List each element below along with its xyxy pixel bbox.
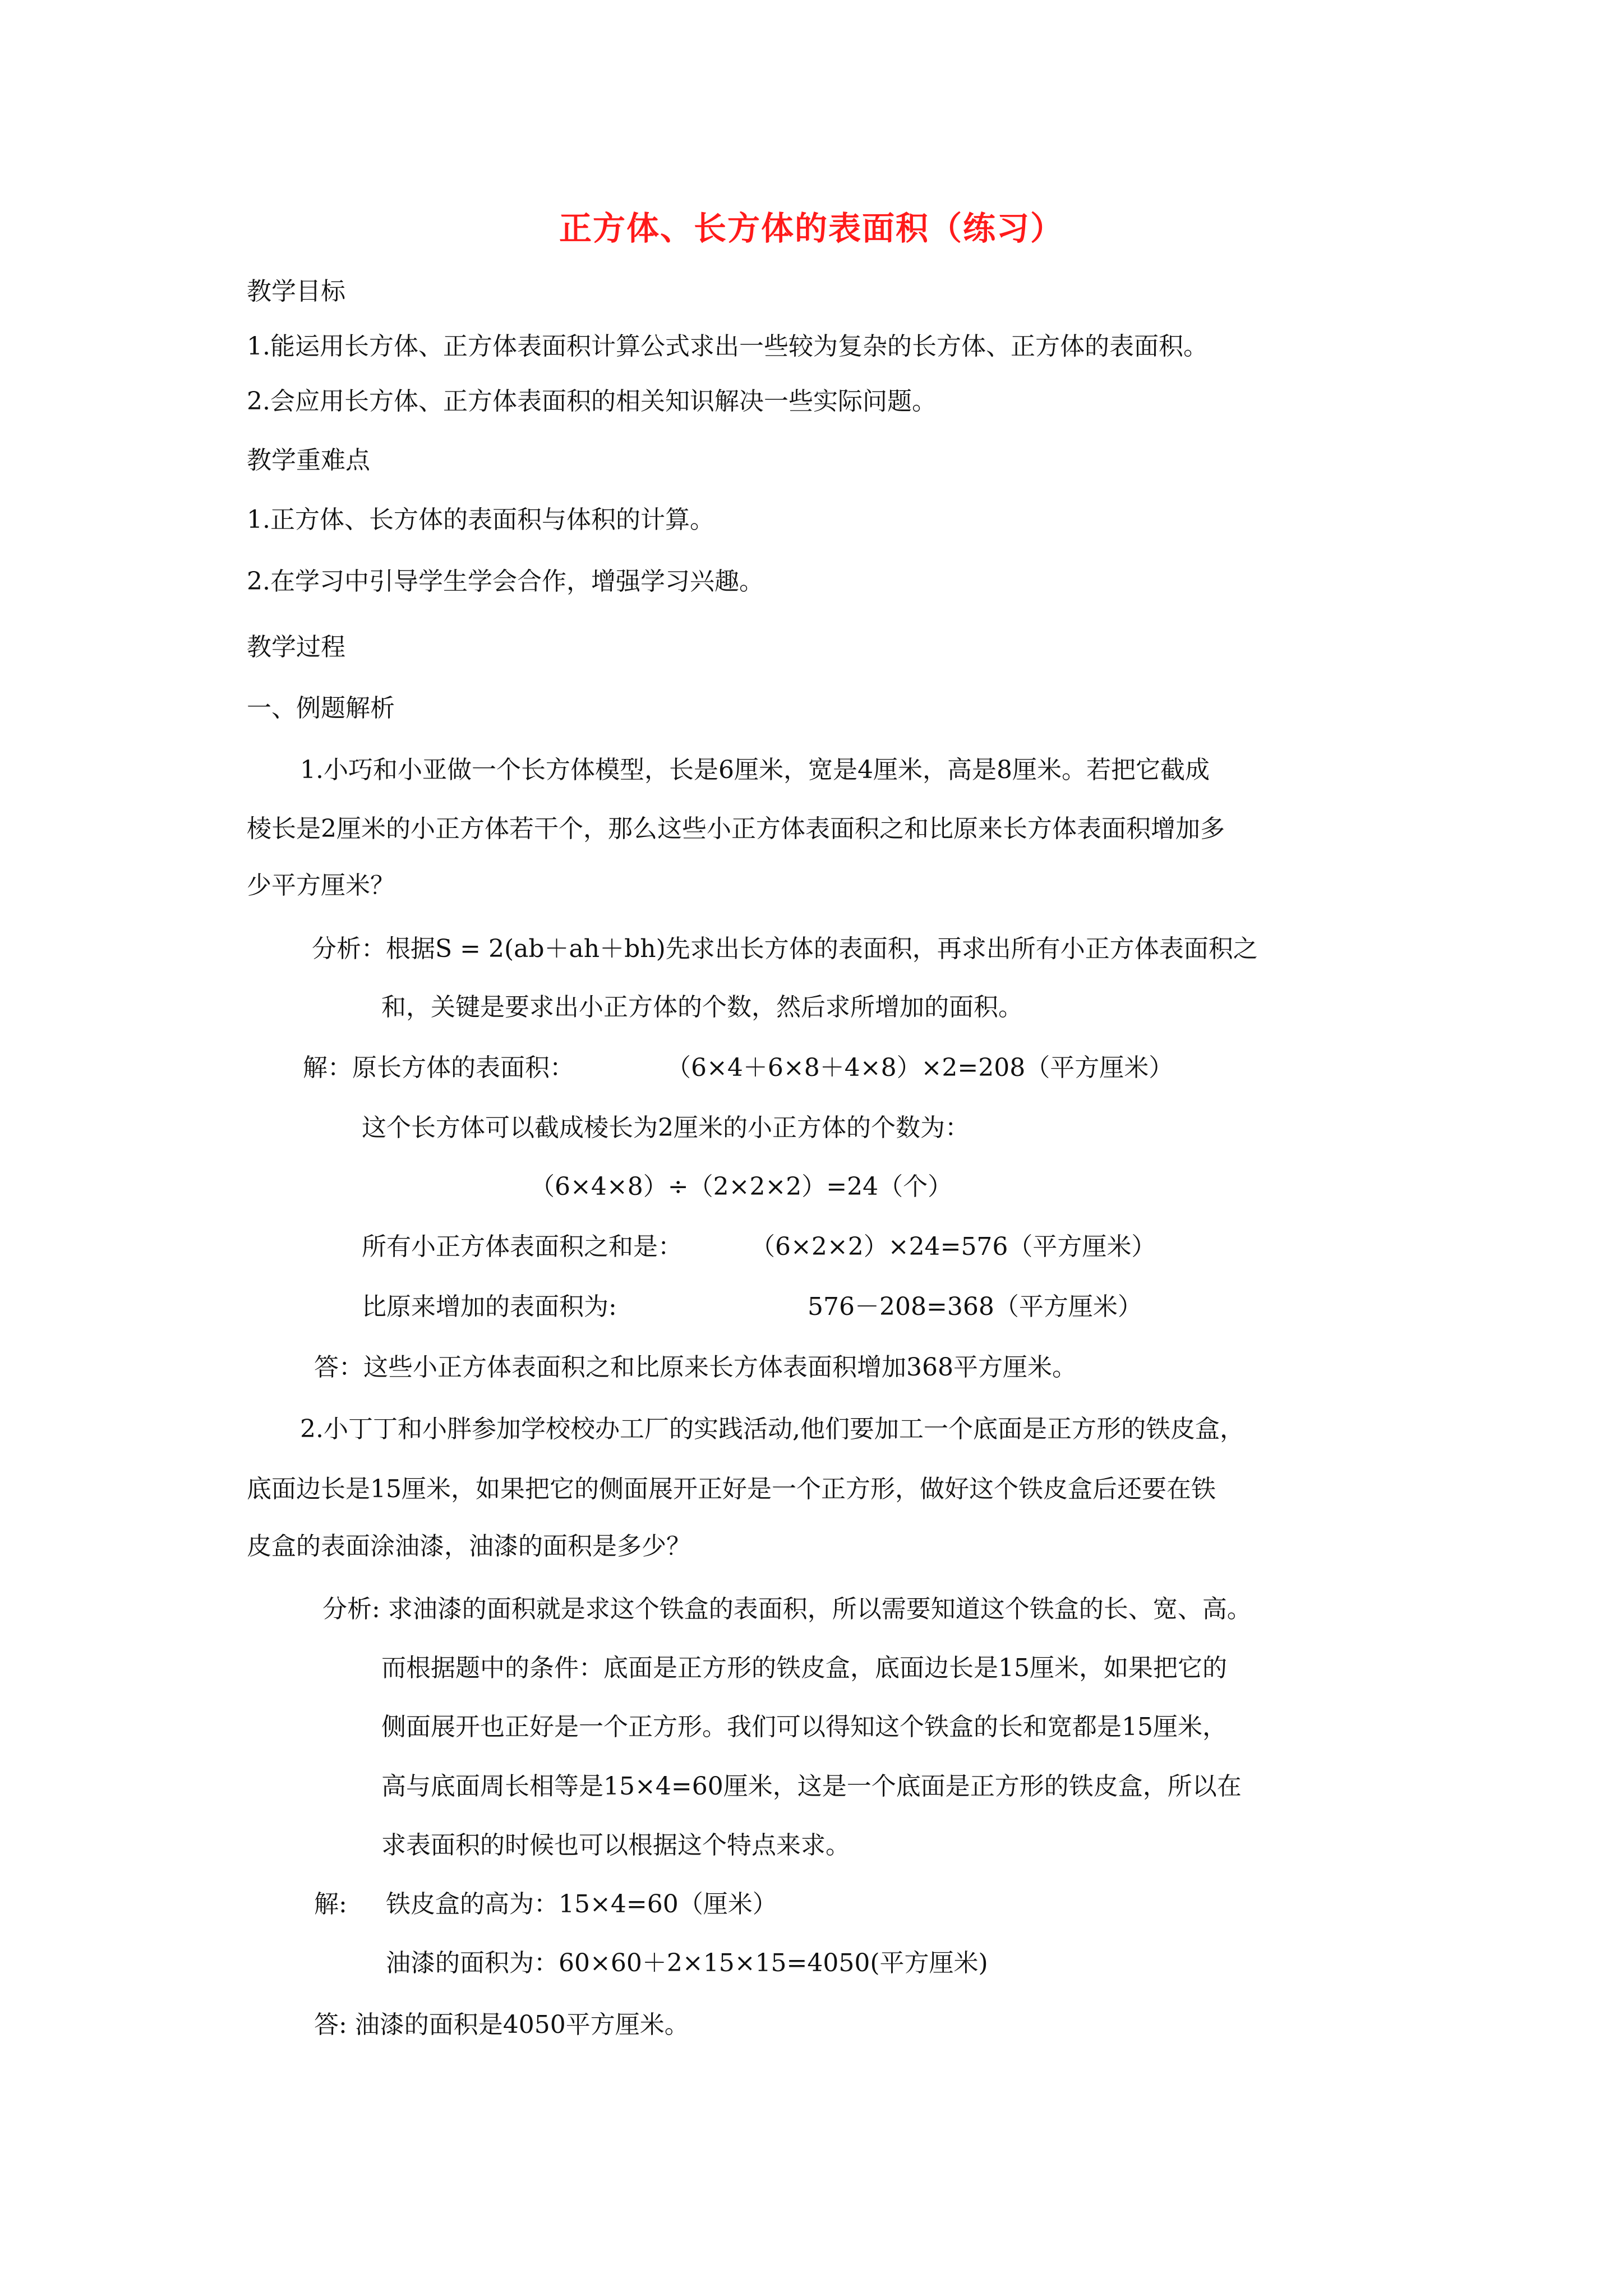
- example-1-question-line-2: 棱长是2厘米的小正方体若干个，那么这些小正方体表面积之和比原来长方体表面积增加多: [247, 815, 1225, 843]
- goals-heading: 教学目标: [247, 277, 345, 306]
- example-1-answer: 答：这些小正方体表面积之和比原来长方体表面积增加368平方厘米。: [314, 1353, 1077, 1382]
- example-2-solution-line-1: 铁皮盒的高为：15×4=60（厘米）: [386, 1890, 777, 1918]
- example-1-question-line-1: 1.小巧和小亚做一个长方体模型，长是6厘米，宽是4厘米，高是8厘米。若把它截成: [300, 756, 1210, 784]
- key-1: 1.正方体、长方体的表面积与体积的计算。: [247, 505, 714, 534]
- example-1-analysis-line-1: 分析：根据S = 2(ab＋ah＋bh)先求出长方体的表面积，再求出所有小正方体表面积之: [312, 935, 1258, 963]
- example-1-solution-formula-4: 576－208=368（平方厘米）: [808, 1292, 1142, 1321]
- example-1-solution-formula-1: （6×4＋6×8＋4×8）×2=208（平方厘米）: [666, 1053, 1174, 1082]
- example-1-solution-line-2: 这个长方体可以截成棱长为2厘米的小正方体的个数为：: [362, 1114, 970, 1142]
- example-1-solution-formula-2: （6×4×8）÷（2×2×2）=24（个）: [530, 1172, 953, 1201]
- example-2-solution-label: 解:: [314, 1890, 347, 1918]
- example-1-question-line-3: 少平方厘米？: [247, 871, 395, 900]
- example-2-analysis-line-4: 高与底面周长相等是15×4=60厘米，这是一个底面是正方形的铁皮盒，所以在: [381, 1772, 1242, 1801]
- process-heading: 教学过程: [247, 633, 345, 661]
- example-1-solution-label-4: 比原来增加的表面积为:: [362, 1292, 617, 1321]
- example-2-analysis-line-2: 而根据题中的条件：底面是正方形的铁皮盒，底面边长是15厘米，如果把它的: [381, 1654, 1227, 1682]
- example-1-solution-formula-3: （6×2×2）×24=576（平方厘米）: [750, 1232, 1156, 1261]
- goal-2: 2.会应用长方体、正方体表面积的相关知识解决一些实际问题。: [247, 387, 937, 416]
- example-2-analysis-line-3: 侧面展开也正好是一个正方形。我们可以得知这个铁盒的长和宽都是15厘米，: [381, 1713, 1227, 1741]
- example-2-answer: 答: 油漆的面积是4050平方厘米。: [314, 2010, 689, 2039]
- example-1-solution-label-3: 所有小正方体表面积之和是：: [362, 1232, 683, 1261]
- page-title: 正方体、长方体的表面积（练习）: [559, 209, 1064, 247]
- example-1-solution-label: 解：原长方体的表面积：: [303, 1053, 574, 1082]
- example-2-question-line-3: 皮盒的表面涂油漆，油漆的面积是多少？: [247, 1532, 691, 1561]
- example-2-question-line-2: 底面边长是15厘米，如果把它的侧面展开正好是一个正方形，做好这个铁皮盒后还要在铁: [247, 1475, 1216, 1503]
- example-2-question-line-1: 2.小丁丁和小胖参加学校校办工厂的实践活动,他们要加工一个底面是正方形的铁皮盒，: [300, 1415, 1244, 1443]
- example-1-analysis-line-2: 和，关键是要求出小正方体的个数，然后求所增加的面积。: [381, 993, 1023, 1022]
- example-2-analysis-line-5: 求表面积的时候也可以根据这个特点来求。: [381, 1831, 850, 1860]
- goal-1: 1.能运用长方体、正方体表面积计算公式求出一些较为复杂的长方体、正方体的表面积。: [247, 332, 1208, 361]
- part-1-heading: 一、例题解析: [247, 694, 395, 723]
- example-2-solution-line-2: 油漆的面积为：60×60＋2×15×15=4050(平方厘米): [386, 1949, 988, 1977]
- key-heading: 教学重难点: [247, 446, 370, 475]
- example-2-analysis-line-1: 分析: 求油漆的面积就是求这个铁盒的表面积，所以需要知道这个铁盒的长、宽、高。: [322, 1595, 1252, 1623]
- key-2: 2.在学习中引导学生学会合作，增强学习兴趣。: [247, 567, 764, 596]
